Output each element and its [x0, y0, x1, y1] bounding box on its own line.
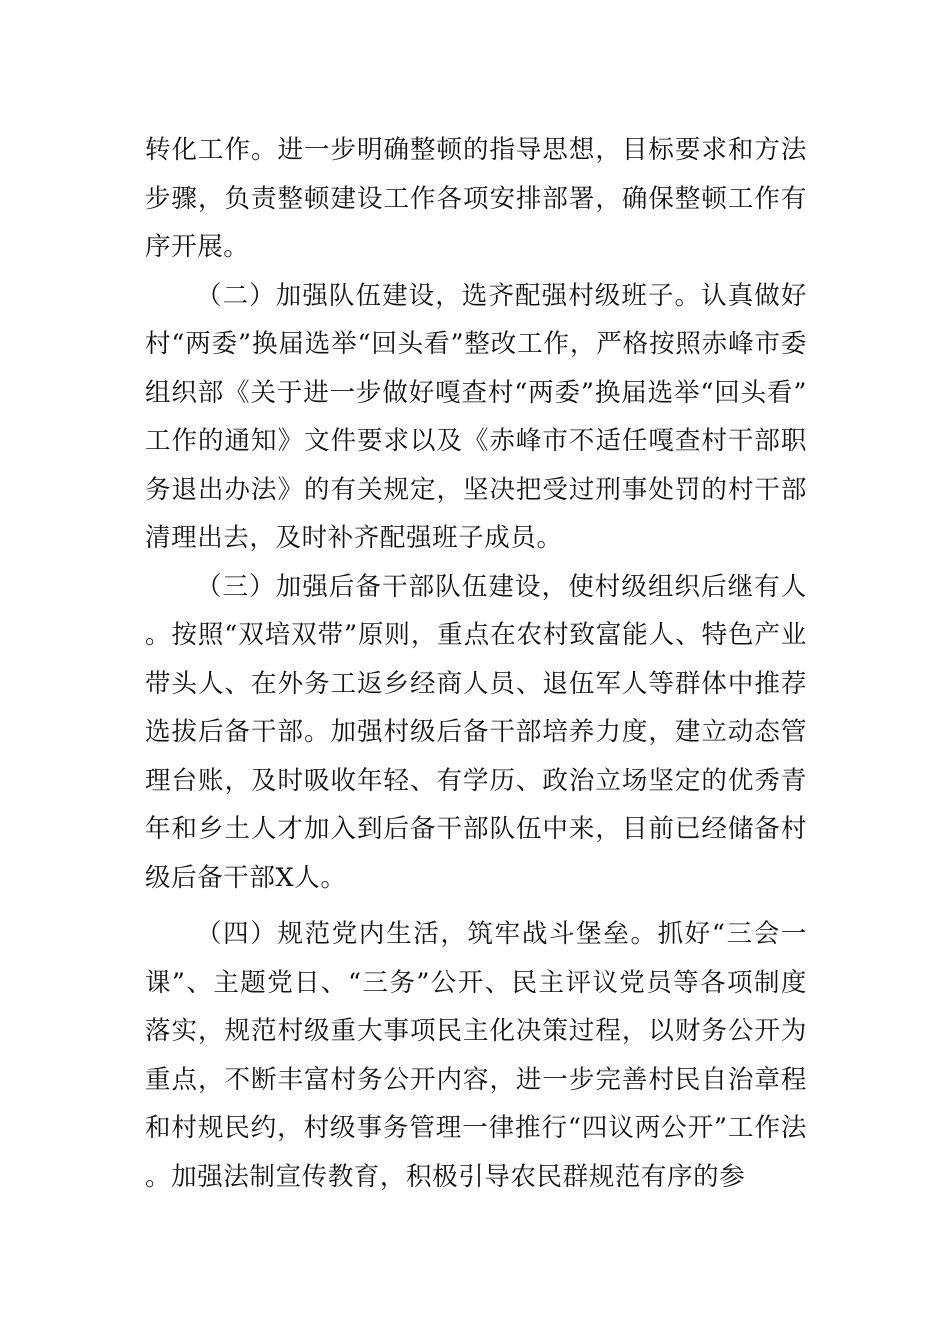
paragraph-section-4: （四）规范党内生活，筑牢战斗堡垒。抓好“三会一课”、主题党日、“三务”公开、民主评议党员等各项制度落实，规范村级重大事项民主化决策过程，以财务公开为重点，不断丰富村务公开内容，进一步完善村民自治章程和村规民约，村级事务管理一律推行“四议两公开”工作法。加强法制宣传教育，积极引导农民群规范有序的参 — [145, 919, 807, 1192]
paragraph-section-2: （二）加强队伍建设，选齐配强村级班子。认真做好村“两委”换届选举“回头看”整改工作，严格按照赤峰市委组织部《关于进一步做好嘎查村“两委”换届选举“回头看”工作的通知》文件要求以及《赤峰市不适任嘎查村干部职务退出办法》的有关规定，坚决把受过刑事处罚的村干部清理出去，及时补齐配强班子成员。 — [145, 280, 807, 553]
paragraph-continued: 转化工作。进一步明确整顿的指导思想，目标要求和方法步骤，负责整顿建设工作各项安排部署，确保整顿工作有序开展。 — [145, 135, 807, 262]
paragraph-section-3: （三）加强后备干部队伍建设，使村级组织后继有人。按照“双培双带”原则，重点在农村致富能人、特色产业带头人、在外务工返乡经商人员、退伍军人等群体中推荐选拔后备干部。加强村级后备干部培养力度，建立动态管理台账，及时吸收年轻、有学历、政治立场坚定的优秀青年和乡土人才加入到后备干部队伍中来，目前已经储备村级后备干部X人。 — [145, 571, 807, 893]
document-body — [145, 126, 807, 1201]
